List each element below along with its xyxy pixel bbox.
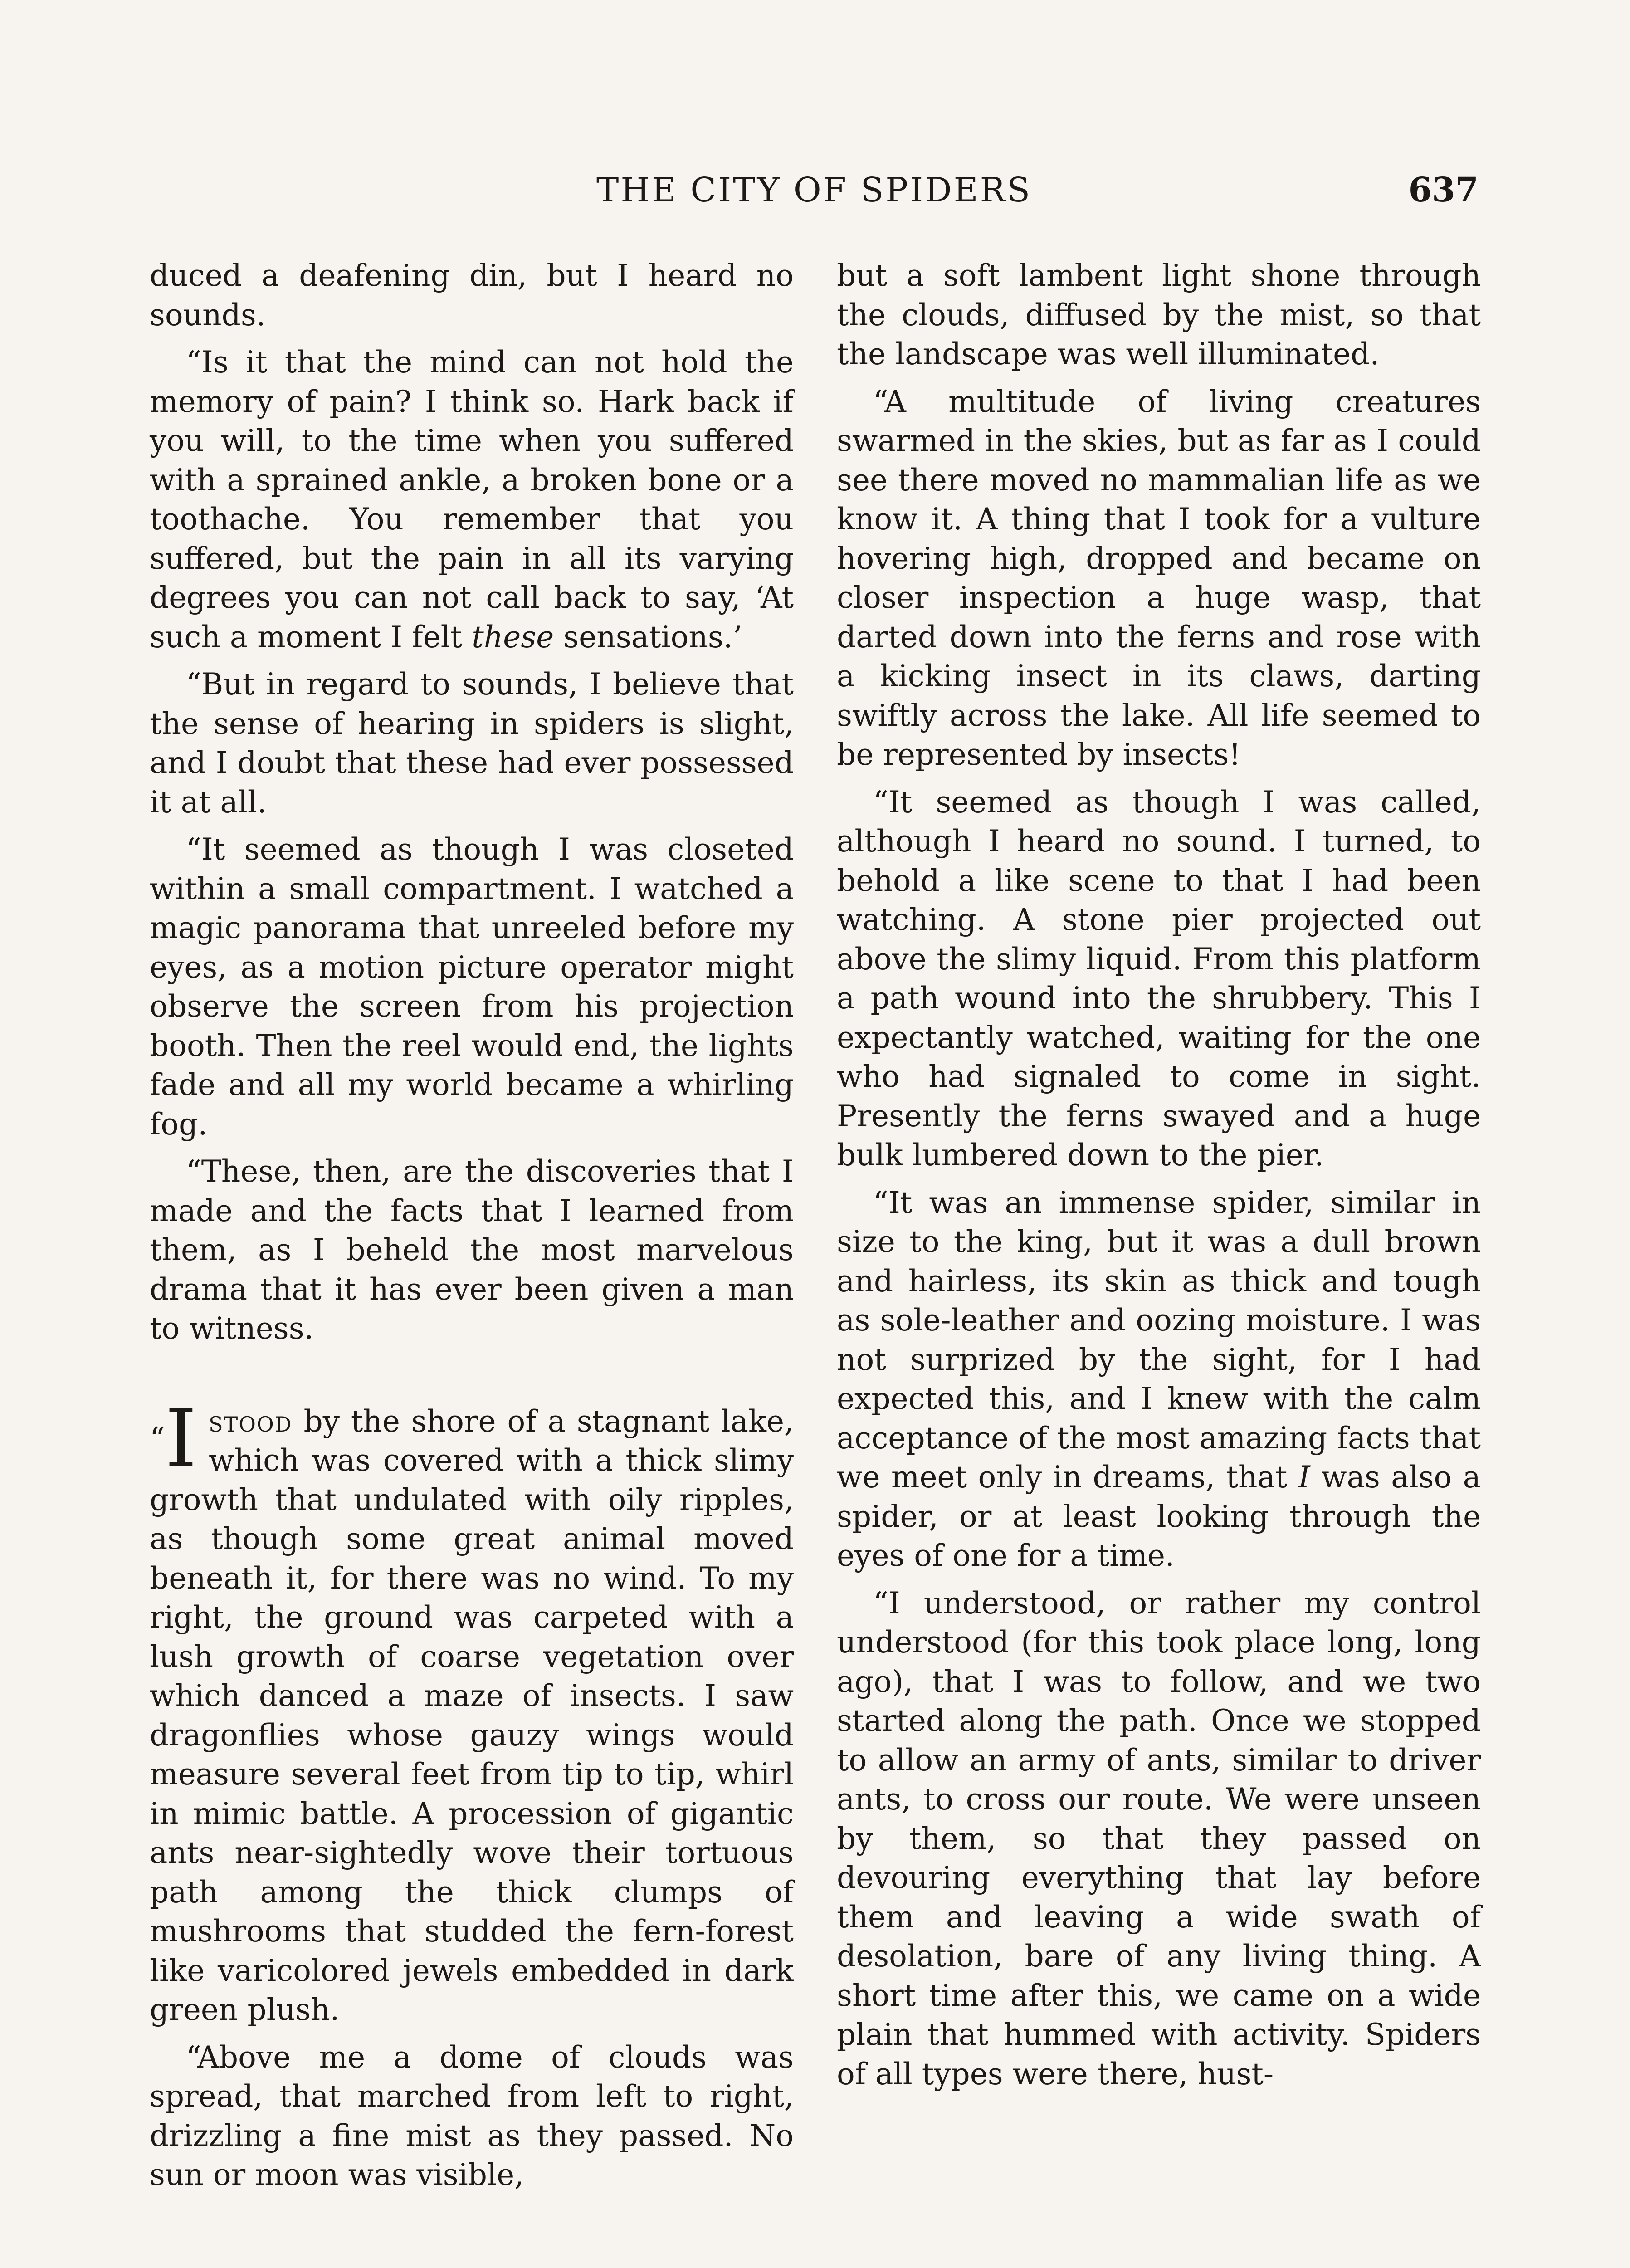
left-column	[150, 256, 794, 2203]
paragraph: but a soft lambent light shone through the clouds, diffused by the mist, so that the landscape was well illuminated.	[837, 258, 1481, 371]
paragraph-text: “Is it that the mind can not hold the memory of pain? I think so. Hark back if you will, to the time when you suffered with a sprained ankle, a broken bone or a toothache. You remember that you suffered, but the pain in all its varying degrees you can not call back to say, ‘At such a moment I felt	[150, 345, 794, 655]
drop-cap-quote: “	[150, 1421, 165, 1456]
paragraph	[837, 1183, 1481, 1576]
paragraph: “Above me a dome of clouds was spread, that marched from left to right, drizzling a fine mist as they passed. No sun or moon was visible,	[150, 2039, 794, 2192]
paragraph-text: sensations.’	[554, 619, 742, 655]
paragraph: “It seemed as though I was called, although I heard no sound. I turned, to behold a like scene to that I had been watching. A stone pier projected out above the slimy liquid. From this platform a path wound into the shrubbery. This I expectantly watched, waiting for the one who had signaled to come in sight. Presently the ferns swayed and a huge bulk lumbered down to the pier.	[837, 784, 1481, 1173]
small-caps-text: stood	[209, 1403, 293, 1439]
drop-cap	[150, 1391, 197, 1486]
paragraph	[150, 343, 794, 657]
emphasis-text: I	[1298, 1460, 1310, 1495]
paragraph-text: by the shore of a stagnant lake, which was covered with a thick slimy growth that undulated with oily ripples, as though some great animal moved beneath it, for there was no wind. To my right, the ground was carpeted with a lush growth of coarse vegetation over which danced a maze of insects. I saw dragonflies whose gauzy wings would measure several feet from tip to tip, whirl in mimic battle. A procession of gigantic ants near-sightedly wove their tortuous path among the thick clumps of mushrooms that studded the fern-forest like varicolored jewels embedded in dark green plush.	[150, 1403, 794, 2027]
paragraph: “I understood, or rather my control understood (for this took place long, long ago), that I was to follow, and we two started along the path. Once we stopped to allow an army of ants, similar to driver ants, to cross our route. We were unseen by them, so that they passed on devouring everything that lay before them and leaving a wide swath of desolation, bare of any living thing. A short time after this, we came on a wide plain that hummed with activity. Spiders of all types were there, hust-	[837, 1585, 1481, 2092]
paragraph: “It seemed as though I was closeted within a small compartment. I watched a magic panorama that unreeled before my eyes, as a motion picture operator might observe the screen from his projection booth. Then the reel would end, the lights fade and all my world became a whirling fog.	[150, 832, 794, 1142]
paragraph: “These, then, are the discoveries that I made and the facts that I learned from them, as I beheld the most marvelous drama that it has ever been given a man to witness.	[150, 1154, 794, 1346]
paragraph: “A multitude of living creatures swarmed in the skies, but as far as I could see there moved no mammalian life as we know it. A thing that I took for a vulture hovering high, dropped and became on closer inspection a huge wasp, that darted down into the ferns and rose with a kicking insect in its claws, darting swiftly across the lake. All life seemed to be represented by insects!	[837, 384, 1481, 772]
page-header	[150, 165, 1479, 215]
drop-cap-letter: I	[165, 1391, 197, 1486]
running-title: THE CITY OF SPIDERS	[596, 171, 1032, 210]
paragraph-dropcap	[150, 1391, 794, 2030]
right-column	[837, 256, 1481, 2102]
paragraph: duced a deafening din, but I heard no sounds.	[150, 258, 794, 332]
emphasis-text: these	[472, 619, 554, 655]
paragraph-text: was also a spider, or at least looking through the eyes of one for a time.	[837, 1460, 1481, 1573]
paragraph: “But in regard to sounds, I believe that the sense of hearing in spiders is slight, and I doubt that these had ever possessed it at all.	[150, 667, 794, 820]
page-number: 637	[1408, 171, 1479, 210]
paragraph-text: “It was an immense spider, similar in size to the king, but it was a dull brown and hairless, its skin as thick and tough as sole-leather and oozing moisture. I was not surprized by the sight, for I had expected this, and I knew with the calm acceptance of the most amazing facts that we meet only in dreams, that	[837, 1185, 1481, 1495]
